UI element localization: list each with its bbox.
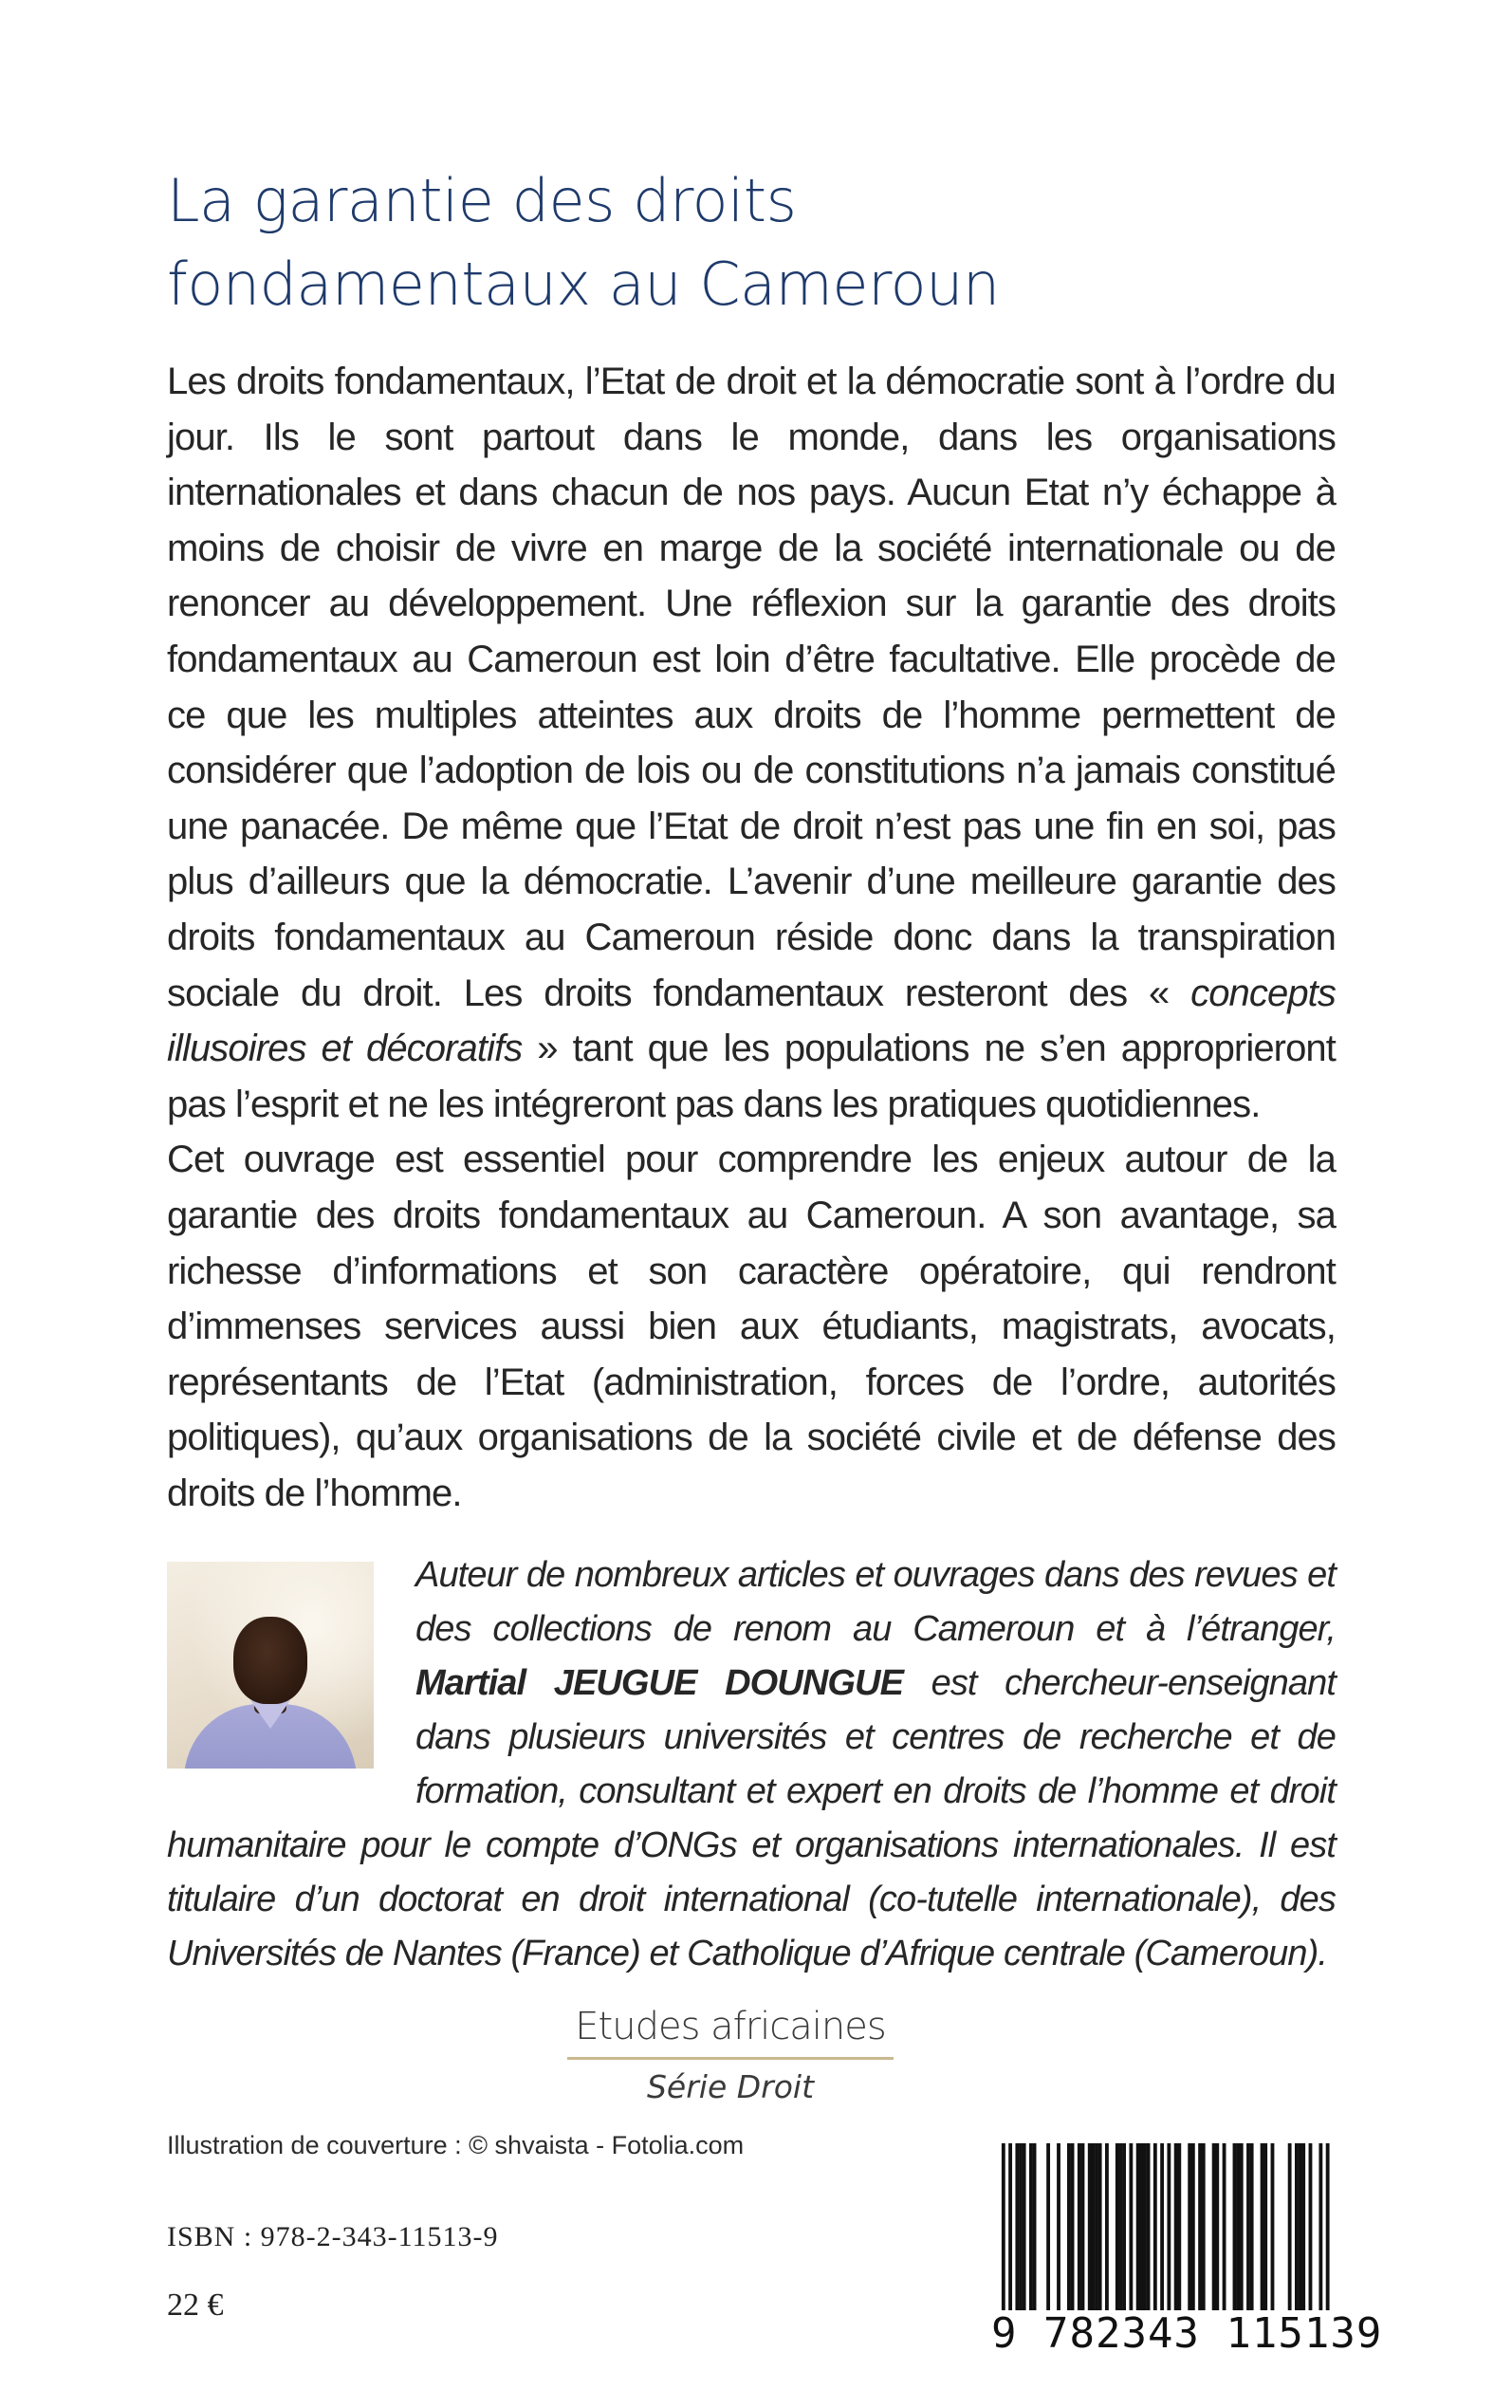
barcode-bar [1250, 2143, 1254, 2314]
series-name: Etudes africaines [575, 2005, 886, 2048]
series-subseries: Série Droit [646, 2068, 815, 2105]
barcode-bar [1033, 2143, 1037, 2314]
price: 22 € [167, 2288, 224, 2323]
barcode-bar [1223, 2143, 1226, 2314]
barcode-bar [1198, 2143, 1202, 2314]
barcode-bar [1129, 2143, 1133, 2314]
barcode-bar [1263, 2143, 1267, 2314]
barcode-bar [1153, 2143, 1157, 2314]
barcode-bar [1136, 2143, 1140, 2314]
author-bio [167, 1548, 1336, 1981]
barcode-bar [1160, 2143, 1164, 2314]
cover-credit: Illustration de couverture : © shvaista - Fotolia.com [167, 2131, 745, 2159]
barcode-bar [1002, 2143, 1005, 2314]
barcode-bar [1288, 2143, 1292, 2314]
summary [167, 354, 1336, 1521]
barcode-bar [1299, 2143, 1302, 2314]
barcode-bar [1098, 2143, 1102, 2314]
barcode-bar [1246, 2143, 1250, 2314]
barcode-bar [1147, 2143, 1151, 2314]
author-name: Martial JEUGUE DOUNGUE [415, 1663, 904, 1703]
barcode-bar [1119, 2143, 1123, 2314]
barcode-bar [1078, 2143, 1081, 2314]
barcode-bar [1295, 2143, 1299, 2314]
summary-paragraph-1 [167, 354, 1336, 1132]
barcode-bars [991, 2143, 1333, 2324]
barcode-bar [1318, 2143, 1322, 2314]
barcode-bar [1188, 2143, 1191, 2314]
barcode-bar [1081, 2143, 1085, 2314]
barcode-bar [1015, 2143, 1019, 2314]
barcode-bar [1143, 2143, 1147, 2314]
barcode-bar [1301, 2143, 1305, 2314]
author-bio-text-b: est chercheur-enseignant dans plusieurs universités et centres de recherche et de formation, consultant et expert en droits de l’homme et droit humanitaire pour le compte d’ONGs et organisations internationales. Il est titulaire d’un doctorat en droit international (co-tutelle internationale), des Universités de Nantes (France) et Catholique d’Afrique centrale (Cameroun). [167, 1663, 1336, 1973]
barcode-bar [1271, 2143, 1275, 2314]
book-title-line-2: fondamentaux au Cameroun [167, 250, 1000, 319]
barcode-bar [1091, 2143, 1095, 2314]
summary-paragraph-2: Cet ouvrage est essentiel pour comprendre les enjeux autour de la garantie des droits fondamentaux au Cameroun. A son avantage, sa richesse d’informations et son caractère opératoire, qui rendront d’immenses services aussi bien aux étudiants, magistrats, avocats, représentants de l’Etat (administration, forces de l’ordre, autorités politiques), qu’aux organisations de la société civile et de défense des droits de l’homme. [167, 1139, 1336, 1514]
summary-p1-text-b: » tant que les populations ne s’en approprieront pas l’esprit et ne les intégreront pas dans les pratiques quotidiennes. [167, 1028, 1336, 1125]
barcode-bar [1029, 2143, 1033, 2314]
barcode-bar [1309, 2143, 1313, 2314]
barcode-bar [1167, 2143, 1171, 2314]
barcode-bar [1240, 2143, 1244, 2314]
barcode-bar [1261, 2143, 1264, 2314]
barcode-bar [1095, 2143, 1098, 2314]
barcode [991, 2143, 1383, 2358]
barcode-bar [1177, 2143, 1181, 2314]
barcode-bar [1088, 2143, 1092, 2314]
barcode-bar [1105, 2143, 1109, 2314]
series-logo [560, 2002, 901, 2109]
book-title [167, 159, 1362, 326]
barcode-bar [1202, 2143, 1206, 2314]
barcode-bar [1212, 2143, 1216, 2314]
barcode-bar [1215, 2143, 1219, 2314]
barcode-bar [1139, 2143, 1143, 2314]
barcode-bar [1122, 2143, 1126, 2314]
barcode-bar [1023, 2143, 1026, 2314]
series-divider [567, 2057, 894, 2060]
barcode-bar [1046, 2143, 1050, 2314]
barcode-bar [1071, 2143, 1075, 2314]
barcode-bar [1326, 2143, 1330, 2314]
barcode-bar [1116, 2143, 1119, 2314]
isbn: ISBN : 978-2-343-11513-9 [167, 2221, 499, 2252]
barcode-bar [1057, 2143, 1060, 2314]
summary-p1-text-a: Les droits fondamentaux, l’Etat de droit et la démocratie sont à l’ordre du jour. Ils le sont partout dans le monde, dans les organisations internationales et dans chacun de nos pays. Aucun Etat n’y échappe à moins de choisir de vivre en marge de la société internationale ou de renoncer au développement. Une réflexion sur la garantie des droits fondamentaux au Cameroun est loin d’être facultative. Elle procède de ce que les multiples atteintes aux droits de l’homme permettent de considérer que l’adoption de lois ou de constitutions n’a jamais constitué une panacée. De même que l’Etat de droit n’est pas une fin en soi, pas plus d’ailleurs que la démocratie. L’avenir d’une meilleure garantie des droits fondamentaux au Cameroun réside donc dans la transpiration sociale du droit. Les droits fondamentaux resteront des « [167, 361, 1336, 1014]
book-title-line-1: La garantie des droits [167, 166, 797, 235]
barcode-bar [1233, 2143, 1237, 2314]
barcode-bar [1191, 2143, 1195, 2314]
barcode-bar [1174, 2143, 1178, 2314]
barcode-bar [1019, 2143, 1023, 2314]
barcode-bar [1008, 2143, 1012, 2314]
barcode-bar [1067, 2143, 1071, 2314]
author-bio-text-a: Auteur de nombreux articles et ouvrages dans des revues et des collections de renom au Cameroun et à l’étranger, [415, 1555, 1336, 1649]
barcode-digits: 9 782343 115139 [991, 2309, 1383, 2358]
barcode-bar [1236, 2143, 1240, 2314]
summary-p1-quote: concepts illusoires et décoratifs [167, 972, 1336, 1070]
